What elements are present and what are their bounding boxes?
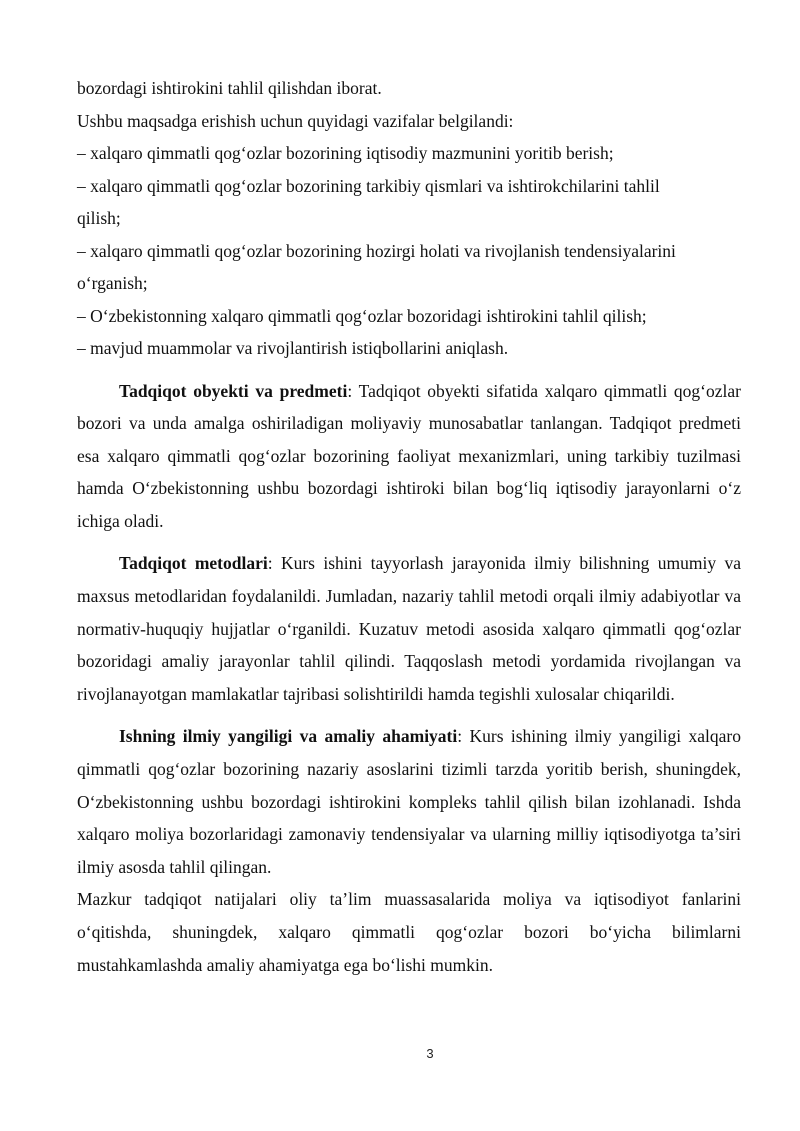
task-item: – O‘zbekistonning xalqaro qimmatli qog‘ozlar bozoridagi ishtirokini tahlil qilish; bbox=[77, 305, 647, 326]
intro-block bbox=[77, 72, 741, 365]
novelty-text: : Kurs ishining ilmiy yangiligi xalqaro qimmatli qog‘ozlar bozorining nazariy asoslarini tizimli tarzda yoritib berish, shuningdek, O‘zbekistonning ushbu bozordagi ishtirokini kompleks tahlil qilish bilan izohlanadi. Ishda xalqaro moliya bozorlaridagi zamonaviy tendensiyalar va ularning milliy iqtisodiyotga ta’siri ilmiy asosda tahlil qilingan. bbox=[77, 726, 741, 877]
research-methods-paragraph bbox=[77, 547, 741, 710]
page-number: 3 bbox=[426, 1046, 434, 1061]
task-item: – mavjud muammolar va rivojlantirish istiqbollarini aniqlash. bbox=[77, 338, 509, 358]
novelty-heading: Ishning ilmiy yangiligi va amaliy ahamiyati bbox=[119, 726, 458, 747]
task-item-continuation: o‘rganish; bbox=[77, 273, 148, 293]
novelty-paragraph bbox=[77, 720, 741, 981]
research-methods-heading: Tadqiqot metodlari bbox=[119, 553, 268, 574]
research-object-paragraph bbox=[77, 375, 741, 538]
task-item: – xalqaro qimmatli qog‘ozlar bozorining hozirgi holati va rivojlanish tendensiyalarini bbox=[77, 240, 676, 261]
research-methods-text: : Kurs ishini tayyorlash jarayonida ilmiy bilishning umumiy va maxsus metodlaridan foydalanildi. Jumladan, nazariy tahlil metodi orqali ilmiy adabiyotlar va normativ-huquqiy hujjatlar o‘rganildi. Kuzatuv metodi asosida xalqaro qimmatli qog‘ozlar bozoridagi amaliy jarayonlar tahlil qilindi. Taqqoslash metodi yordamida rivojlangan va rivojlanayotgan mamlakatlar tajribasi solishtirildi hamda tegishli xulosalar chiqarildi. bbox=[77, 553, 741, 704]
task-item-continuation: qilish; bbox=[77, 208, 121, 228]
research-object-text: : Tadqiqot obyekti sifatida xalqaro qimmatli qog‘ozlar bozori va unda amalga oshiriladigan moliyaviy munosabatlar tanlangan. Tadqiqot predmeti esa xalqaro qimmatli qog‘ozlar bozorining faoliyat mexanizmlari, uning tarkibiy tuzilmasi hamda O‘zbekistonning ushbu bozordagi ishtiroki bilan bog‘liq iqtisodiy jarayonlarni o‘z ichiga oladi. bbox=[77, 380, 741, 531]
document-page bbox=[77, 72, 741, 981]
research-object-heading: Tadqiqot obyekti va predmeti bbox=[119, 380, 348, 401]
task-item: – xalqaro qimmatli qog‘ozlar bozorining iqtisodiy mazmunini yoritib berish; bbox=[77, 143, 614, 163]
novelty-text-continued: Mazkur tadqiqot natijalari oliy ta’lim muassasalarida moliya va iqtisodiyot fanlarini o‘qitishda, shuningdek, xalqaro qimmatli qog‘ozlar bozori bo‘yicha bilimlarni mustahkamlashda amaliy ahamiyatga ega bo‘lishi mumkin. bbox=[77, 889, 741, 975]
tasks-intro-line: Ushbu maqsadga erishish uchun quyidagi vazifalar belgilandi: bbox=[77, 110, 514, 131]
task-item: – xalqaro qimmatli qog‘ozlar bozorining tarkibiy qismlari va ishtirokchilarini tahlil bbox=[77, 175, 660, 196]
intro-line: bozordagi ishtirokini tahlil qilishdan iborat. bbox=[77, 78, 382, 98]
